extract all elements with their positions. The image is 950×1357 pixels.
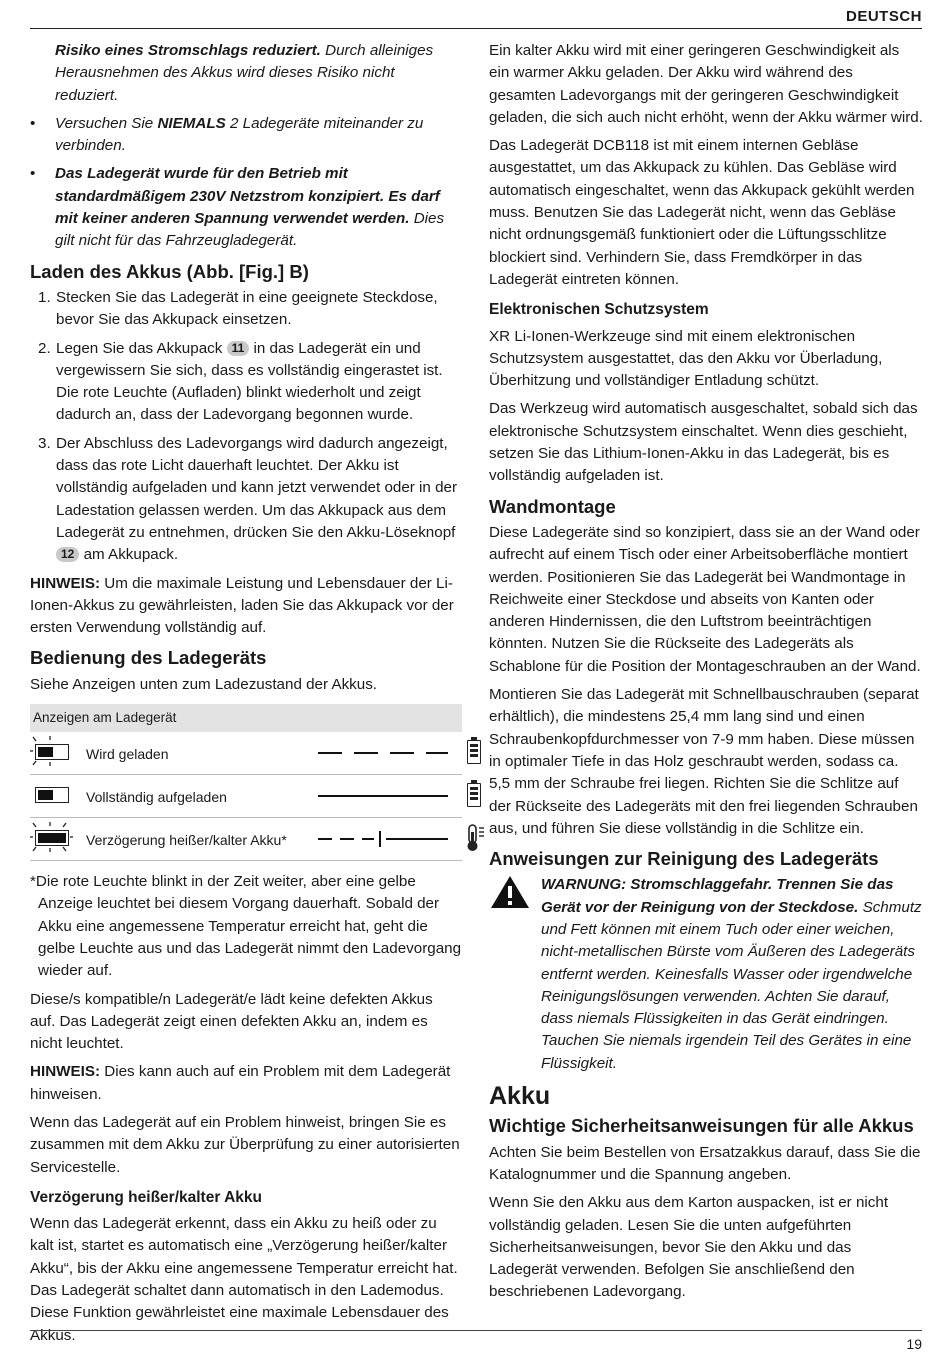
charger-led-icon [35, 744, 69, 760]
step-text: Stecken Sie das Ladegerät in eine geeignete Steckdose, bevor Sie das Akkupack einsetzen. [56, 288, 438, 329]
bullet-item [30, 113, 462, 158]
protection-text2: Das Werkzeug wird automatisch ausgeschaltet, sobald sich das elektronische Schutzsystem einschaltet. Wenn dies geschieht, setzen Sie das Lithium-Ionen-Akku in das Ladegerät, bis es vollständig aufgeladen ist. [489, 400, 918, 485]
header-rule [30, 28, 922, 29]
footer-rule [30, 1330, 922, 1331]
bullet2-rest: Dies gilt nicht für das Fahrzeugladegerät. [55, 210, 445, 250]
battery-full-icon [467, 783, 481, 807]
thermometer-icon [466, 824, 488, 852]
step-number: 2. [38, 339, 51, 357]
warning-block [489, 874, 923, 1075]
warning-bold: WARNUNG: Stromschlaggefahr. Trennen Sie das Gerät vor der Reinigung von der Steckdose. [541, 876, 894, 916]
safety-heading: Wichtige Sicherheitsanweisungen für alle Akkus [489, 1115, 914, 1137]
bullet1-a: Versuchen Sie [55, 114, 158, 132]
row-label: Wird geladen [86, 746, 169, 763]
header-language: DEUTSCH [845, 8, 922, 25]
bullet1-b: NIEMALS [157, 114, 226, 132]
note1-label: HINWEIS: [30, 574, 101, 592]
table-row-charging [30, 732, 462, 775]
row-label: Vollständig aufgeladen [86, 789, 227, 806]
step-text: Der Abschluss des Ladevorgangs wird dadurch angezeigt, dass das rote Licht dauerhaft leuchtet. Der Akku ist vollständig aufgeladen und kann jetzt verwendet oder in der Ladestation gelassen werden. Um das Akkupack aus dem Ladegerät zu entnehmen, drücken Sie den Akku-Löseknopf [56, 434, 458, 541]
protection-heading: Elektronischen Schutzsystem [489, 301, 709, 319]
bullet2-bold: Das Ladegerät wurde für den Betrieb mit standardmäßigem 230V Netzstrom konzipiert. Es darf mit keiner anderen Spannung verwendet werden. [55, 165, 440, 228]
step-item [30, 433, 462, 567]
step-text-cont: am Akkupack. [79, 546, 179, 564]
protection-text1: XR Li-Ionen-Werkzeuge sind mit einem elektronischen Schutzsystem ausgestattet, das den Akku vor Überladung, Überhitzung und vollständiger Entladung schützt. [489, 327, 883, 390]
intro-bold: Risiko eines Stromschlags reduziert. [55, 42, 321, 59]
akku-heading: Akku [489, 1082, 551, 1111]
operation-text: Siehe Anzeigen unten zum Ladezustand der Akkus. [30, 675, 378, 693]
cold-text: Ein kalter Akku wird mit einer geringeren Geschwindigkeit als ein warmer Akku geladen. Der Akku wird während des gesamten Ladevorgangs mit der geringeren Geschwindigkeit geladen, die sich auch nicht erhöht, wenn der Akku wärmer wird. [489, 42, 923, 126]
blink-pattern-icon [318, 752, 448, 754]
page-number: 19 [906, 1336, 922, 1352]
step-item [30, 287, 462, 332]
note2-text: Dies kann auch auf ein Problem mit dem Ladegerät hinweisen. [30, 1063, 451, 1103]
safety-bullets [30, 113, 462, 253]
note1 [30, 573, 462, 640]
warning-triangle-icon [489, 874, 531, 910]
wall-text2: Montieren Sie das Ladegerät mit Schnellbauschrauben (separat erhältlich), die mindestens 25,4 mm lang sind und einen Schraubenkopfdurchmesser von 7-9 mm haben. Diese müssen in optimaler Tiefe in das Holz geschraubt werden, sodass ca. 5,5 mm der Schraube frei liegen. Richten Sie die Schlitze auf der Rückseite des Ladegeräts mit den frei liegenden Schrauben aus, und führen Sie diese vollständig in die Schlitze ein. [489, 686, 919, 837]
warning-text [541, 874, 923, 1075]
delay-text: Wenn das Ladegerät erkennt, dass ein Akku zu heiß oder zu kalt ist, startet es automatisch eine „Verzögerung heißer/kalter Akku“, bis der Akku eine angemessene Temperatur erreicht hat. Das Ladegerät schaltet dann automatisch in den Lademodus. Diese Funktion gewährleistet eine maximale Lebensdauer des Akkus. [30, 1215, 458, 1344]
table-row-delay [30, 818, 462, 861]
safety-text1: Achten Sie beim Bestellen von Ersatzakkus darauf, dass Sie die Katalognummer und die Spannung angeben. [489, 1143, 921, 1183]
intro-rest: Durch alleiniges Herausnehmen des Akkus wird dieses Risiko nicht reduziert. [55, 42, 434, 104]
solid-pattern-icon [318, 795, 448, 797]
defect-text: Diese/s kompatible/n Ladegerät/e lädt keine defekten Akkus auf. Das Ladegerät zeigt einen defekten Akku an, indem es nicht leuchtet. [30, 990, 433, 1053]
bullet1-c: 2 Ladegeräte miteinander zu verbinden. [55, 114, 424, 155]
step-number: 3. [38, 434, 51, 452]
cleaning-heading: Anweisungen zur Reinigung des Ladegeräts [489, 848, 879, 870]
callout-badge: 12 [56, 547, 79, 562]
step-number: 1. [38, 288, 51, 306]
note1-text: Um die maximale Leistung und Lebensdauer der Li-Ionen-Akkus zu gewährleisten, laden Sie das Akkupack vor der ersten Verwendung vollständig auf. [30, 574, 454, 637]
footnote: *Die rote Leuchte blinkt in der Zeit weiter, aber eine gelbe Anzeige leuchtet bei diesem Vorgang dauerhaft. Sobald der Akku eine angemessene Temperatur erreicht hat, geht die gelbe Leuchte aus und das Ladegerät nimmt den Ladevorgang wieder auf. [30, 873, 462, 980]
operation-heading: Bedienung des Ladegeräts [30, 647, 267, 669]
note2-label: HINWEIS: [30, 1063, 101, 1081]
safety-text2: Wenn Sie den Akku aus dem Karton auspacken, ist er nicht vollständig geladen. Lesen Sie die unten aufgeführten Sicherheitsanweisungen, bevor Sie den Akku und das Ladegerät verwenden. Befolgen Sie anschließend den beschriebenen Ladevorgang. [489, 1194, 889, 1301]
step-text-cont: in das Ladegerät ein und vergewissern Sie sich, dass es vollständig eingerastet ist. Die rote Leuchte (Aufladen) blinkt wiederholt und zeigt dadurch an, dass der Ladevorgang begonnen wurde. [56, 339, 443, 424]
charger-led-icon [35, 787, 69, 803]
row-label: Verzögerung heißer/kalter Akku* [86, 832, 287, 849]
battery-charging-icon [467, 740, 481, 764]
fan-text: Das Ladegerät DCB118 ist mit einem internen Gebläse ausgestattet, um das Akkupack zu kühlen. Das Gebläse wird automatisch eingeschaltet, wenn das Akkupack gekühlt werden muss. Benutzen Sie das Ladegerät nicht, wenn das Gebläse nicht ordnungsgemäß funktioniert oder die Lüftungsschlitze blockiert sind. Verhindern Sie, dass Fremdkörper in das Ladegerät eintreten können. [489, 137, 915, 288]
charger-led-icon [35, 830, 69, 846]
left-column [30, 40, 462, 1353]
table-row-charged [30, 775, 462, 818]
bullet-item [30, 163, 462, 252]
note2 [30, 1061, 462, 1106]
delay-pattern-icon [318, 831, 448, 847]
callout-badge: 11 [227, 341, 250, 356]
charger-indicator-table [30, 704, 462, 861]
intro-paragraph [30, 40, 462, 107]
step-text: Legen Sie das Akkupack [56, 339, 227, 357]
charging-steps [30, 287, 462, 567]
delay-heading: Verzögerung heißer/kalter Akku [30, 1188, 263, 1206]
service-text: Wenn das Ladegerät auf ein Problem hinweist, bringen Sie es zusammen mit dem Akku zur Überprüfung zu einer autorisierten Servicestelle. [30, 1113, 460, 1176]
warning-rest: Schmutz und Fett können mit einem Tuch oder einer weichen, nicht-metallischen Bürste vom Äußeren des Ladegeräts entfernt werden. Keinesfalls Wasser oder irgendwelche Reinigungslösungen verwenden. Achten Sie darauf, dass niemals Flüssigkeiten in das Gerät eindringen. Tauchen Sie niemals irgendein Teil des Gerätes in eine Flüssigkeit. [541, 898, 922, 1072]
step-item [30, 338, 462, 427]
right-column [489, 40, 923, 1310]
wall-text1: Diese Ladegeräte sind so konzipiert, dass sie an der Wand oder aufrecht auf einem Tisch oder einer Arbeitsoberfläche montiert werden. Positionieren Sie das Ladegerät bei Wandmontage in Reichweite einer Steckdose und abseits von Kanten oder anderen Hindernissen, die den Luftstrom beeinträchtigen könnten. Nutzen Sie die Rückseite des Ladegeräts als Schablone für die Position der Montageschrauben an der Wand. [489, 523, 921, 675]
wall-heading: Wandmontage [489, 495, 616, 517]
charging-heading: Laden des Akkus (Abb. [Fig.] B) [30, 260, 309, 282]
table-header: Anzeigen am Ladegerät [30, 704, 462, 732]
